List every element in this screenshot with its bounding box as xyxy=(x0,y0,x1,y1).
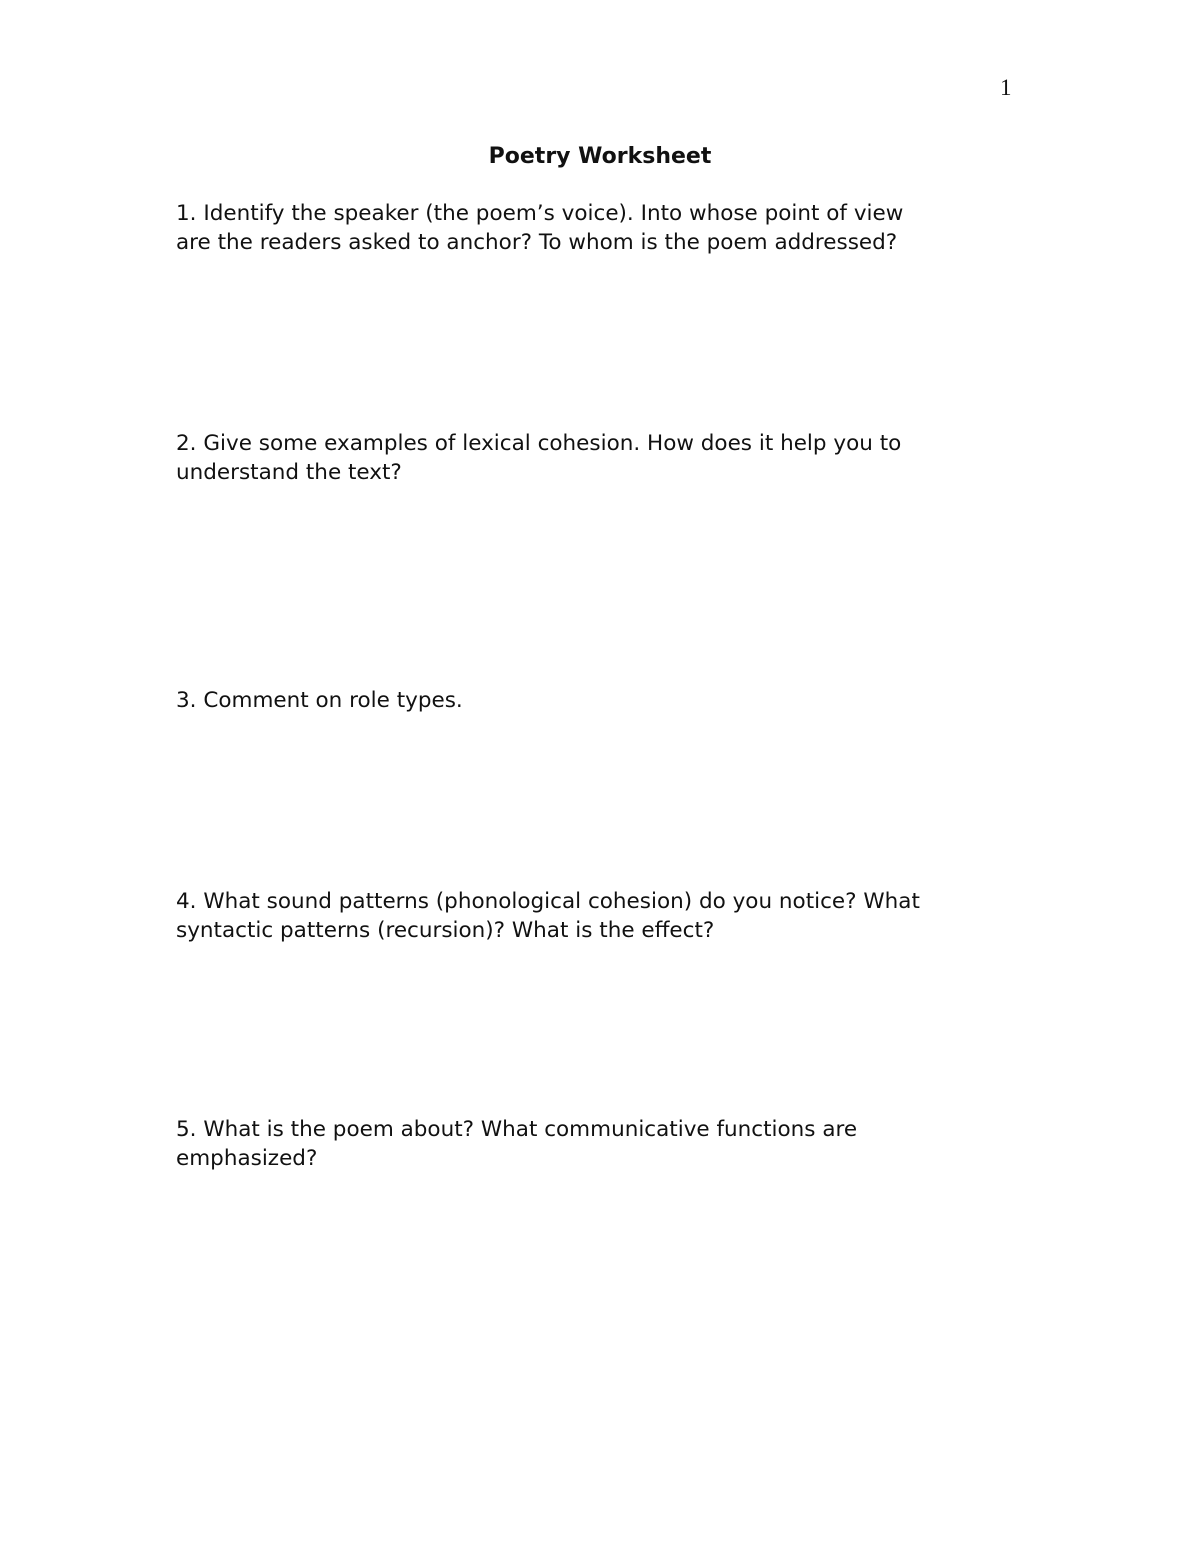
question-2: 2. Give some examples of lexical cohesion. How does it help you to understand the text? xyxy=(176,431,902,485)
question-5: 5. What is the poem about? What communicative functions are emphasized? xyxy=(176,1117,858,1171)
page-number: 1 xyxy=(1000,75,1012,100)
question-1: 1. Identify the speaker (the poem’s voice). Into whose point of view are the readers asked to anchor? To whom is the poem addressed? xyxy=(176,201,904,255)
question-4: 4. What sound patterns (phonological cohesion) do you notice? What syntactic patterns (recursion)? What is the effect? xyxy=(176,889,920,943)
question-3: 3. Comment on role types. xyxy=(176,688,463,713)
page-title: Poetry Worksheet xyxy=(488,144,712,169)
